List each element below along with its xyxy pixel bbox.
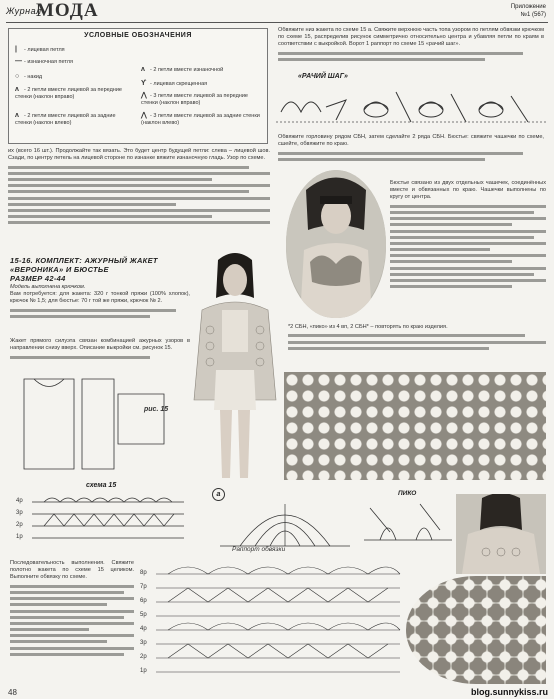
bustier-lace-photo <box>406 576 546 684</box>
knit-stitch-symbol: | <box>15 46 17 53</box>
pattern-sketch <box>14 374 184 474</box>
legend-box <box>8 28 268 144</box>
piko-drawing <box>360 496 456 552</box>
left-text-2: Жакет прямого силуэта связан комбинацией ажурных узоров в направлении снизу вверх. Описание выкройки см. рисунок 15. <box>10 338 190 368</box>
legend-item: ʌ - 2 петли вместе лицевой за передние стенки (наклон вправо) <box>15 86 122 100</box>
bustier-back-photo <box>456 494 546 574</box>
raport-label: Раппорт обвязки <box>232 546 286 553</box>
lace-swatch-photo <box>284 372 546 480</box>
piko-title: ПИКО <box>398 490 417 497</box>
caption-text: *2 СБН, «пико» из 4 вп, 2 СБН* – повторять по краю изделия. <box>288 324 546 368</box>
legend-item: ○ - накид <box>15 73 43 80</box>
k2tog-right-symbol: ʌ <box>15 86 19 93</box>
bustier-photo <box>286 170 386 318</box>
legend-item: ⋀ - 3 петли вместе лицевой за задние стенки (наклон влево) <box>141 112 260 126</box>
crochet-steps-drawing <box>276 72 546 130</box>
legend-item: | - лицевая петля <box>15 46 65 53</box>
bustier-back-drawing <box>456 494 546 574</box>
row-label: 2р <box>16 522 23 528</box>
row-label: 3р <box>140 640 147 646</box>
row-label: 8р <box>140 570 147 576</box>
row-label: 4р <box>140 626 147 632</box>
site-watermark: blog.sunnykiss.ru <box>470 687 548 697</box>
model-size: РАЗМЕР 42-44 <box>10 274 66 283</box>
byustie-text: Бюстье связано из двух отдельных чашечек, соединённых вместе и обвязанных по краю. Чашечки выполнены по кругу от центра. <box>390 180 546 320</box>
left-text-1: их (всего 16 шт.). Продолжайте так вязать. Это будет центр будущей петли: слева – лицевой шов. Сзади, по центру петель на лицевой стороне по изнанке вяжите изнаночную гладь. Узор по схеме. <box>8 148 270 252</box>
yarn-over-symbol: ○ <box>15 73 20 80</box>
legend-item: ⋀ - 3 петли вместе лицевой за передние стенки (наклон вправо) <box>141 92 248 106</box>
row-label: 1р <box>140 668 147 674</box>
k3tog-right-symbol: ⋀ <box>141 92 147 99</box>
model-heading <box>10 256 158 283</box>
model-subtext: Модель выполнена крючком. <box>10 284 86 290</box>
rachiy-shag-title: «РАЧИЙ ШАГ» <box>298 73 348 80</box>
header-divider <box>6 22 548 23</box>
schema-15-title: схема 15 <box>86 482 117 489</box>
row-label: 4р <box>16 498 23 504</box>
right-top-text: Обвяжите низ жакета по схеме 15 а. Свяжите верхнюю часть топа узором по петлям обвязки крючком по схеме 15, распределив рисунок симметрично относительно центра и убавляя петли по краям в соответствии с выкройкой. Ворот 1 раппорт по схеме 15 «рачий шаг». <box>278 27 544 71</box>
legend-item: ʌ - 2 петли вместе изнаночной <box>141 66 224 73</box>
page-number: 48 <box>8 688 17 697</box>
row-label: 6р <box>140 598 147 604</box>
schema-15-drawing <box>14 492 194 544</box>
magazine-name: МОДА <box>36 0 99 21</box>
jacket-model-photo <box>190 250 280 480</box>
piko-illustration <box>360 496 456 552</box>
issue-info <box>511 3 546 19</box>
right-mid-text: Обвяжите горловину рядом СБН, затем сделайте 2 ряда СБН. Бюстье: свяжите чашечки по схеме, сшейте, обвяжите по краю. <box>278 134 544 168</box>
legend-title: УСЛОВНЫЕ ОБОЗНАЧЕНИЯ <box>84 32 192 39</box>
legend-item: ʌ - 2 петли вместе лицевой за задние стенки (наклон влево) <box>15 112 116 126</box>
schema-15-diagram <box>14 492 194 544</box>
supplement-label: Приложение <box>510 4 546 10</box>
jacket-model-drawing <box>190 250 280 480</box>
schema-a-diagram <box>210 494 360 554</box>
edging-schema-diagram <box>138 560 404 688</box>
crossed-stitch-symbol: ϒ <box>141 80 147 87</box>
edging-schema-drawing <box>138 560 404 688</box>
legend-item: ϒ - лицевая скрещенная <box>141 80 208 87</box>
model-title: 15-16. КОМПЛЕКТ: АЖУРНЫЙ ЖАКЕТ <box>10 256 158 265</box>
magazine-prefix: Журнал <box>6 6 42 16</box>
bottom-left-text: Последовательность выполнения. Свяжите полотно жакета по схеме 15 целиком. Выполните обвязку по схеме. <box>10 560 134 686</box>
schema-a-title: а <box>212 488 225 501</box>
pattern-sketch-drawing <box>14 374 184 474</box>
k2tog-left-symbol: ʌ <box>15 112 19 119</box>
purl-stitch-symbol: — <box>15 58 22 65</box>
figure-label: рис. 15 <box>144 406 169 413</box>
p2tog-symbol: ʌ <box>141 66 145 73</box>
row-label: 2р <box>140 654 147 660</box>
k3tog-left-symbol: ⋀ <box>141 112 147 119</box>
rachiy-shag-illustration <box>276 72 546 130</box>
row-label: 7р <box>140 584 147 590</box>
magazine-logo <box>6 2 116 22</box>
schema-a-drawing <box>210 494 360 554</box>
row-label: 5р <box>140 612 147 618</box>
model-subtitle: «ВЕРОНИКА» И БЮСТЬЕ <box>10 265 109 274</box>
row-label: 1р <box>16 534 23 540</box>
bustier-photo-drawing <box>286 170 386 318</box>
issue-label: №1 (567) <box>520 12 546 18</box>
model-materials: Модель выполнена крючком. Вам потребуется: для жакета: 320 г тонкой пряжи (100% хлопок), крючок № 1,5; для бюстье: 70 г той же пряжи, крючок № 2. <box>10 284 190 336</box>
legend-item: — - изнаночная петля <box>15 58 73 65</box>
row-label: 3р <box>16 510 23 516</box>
